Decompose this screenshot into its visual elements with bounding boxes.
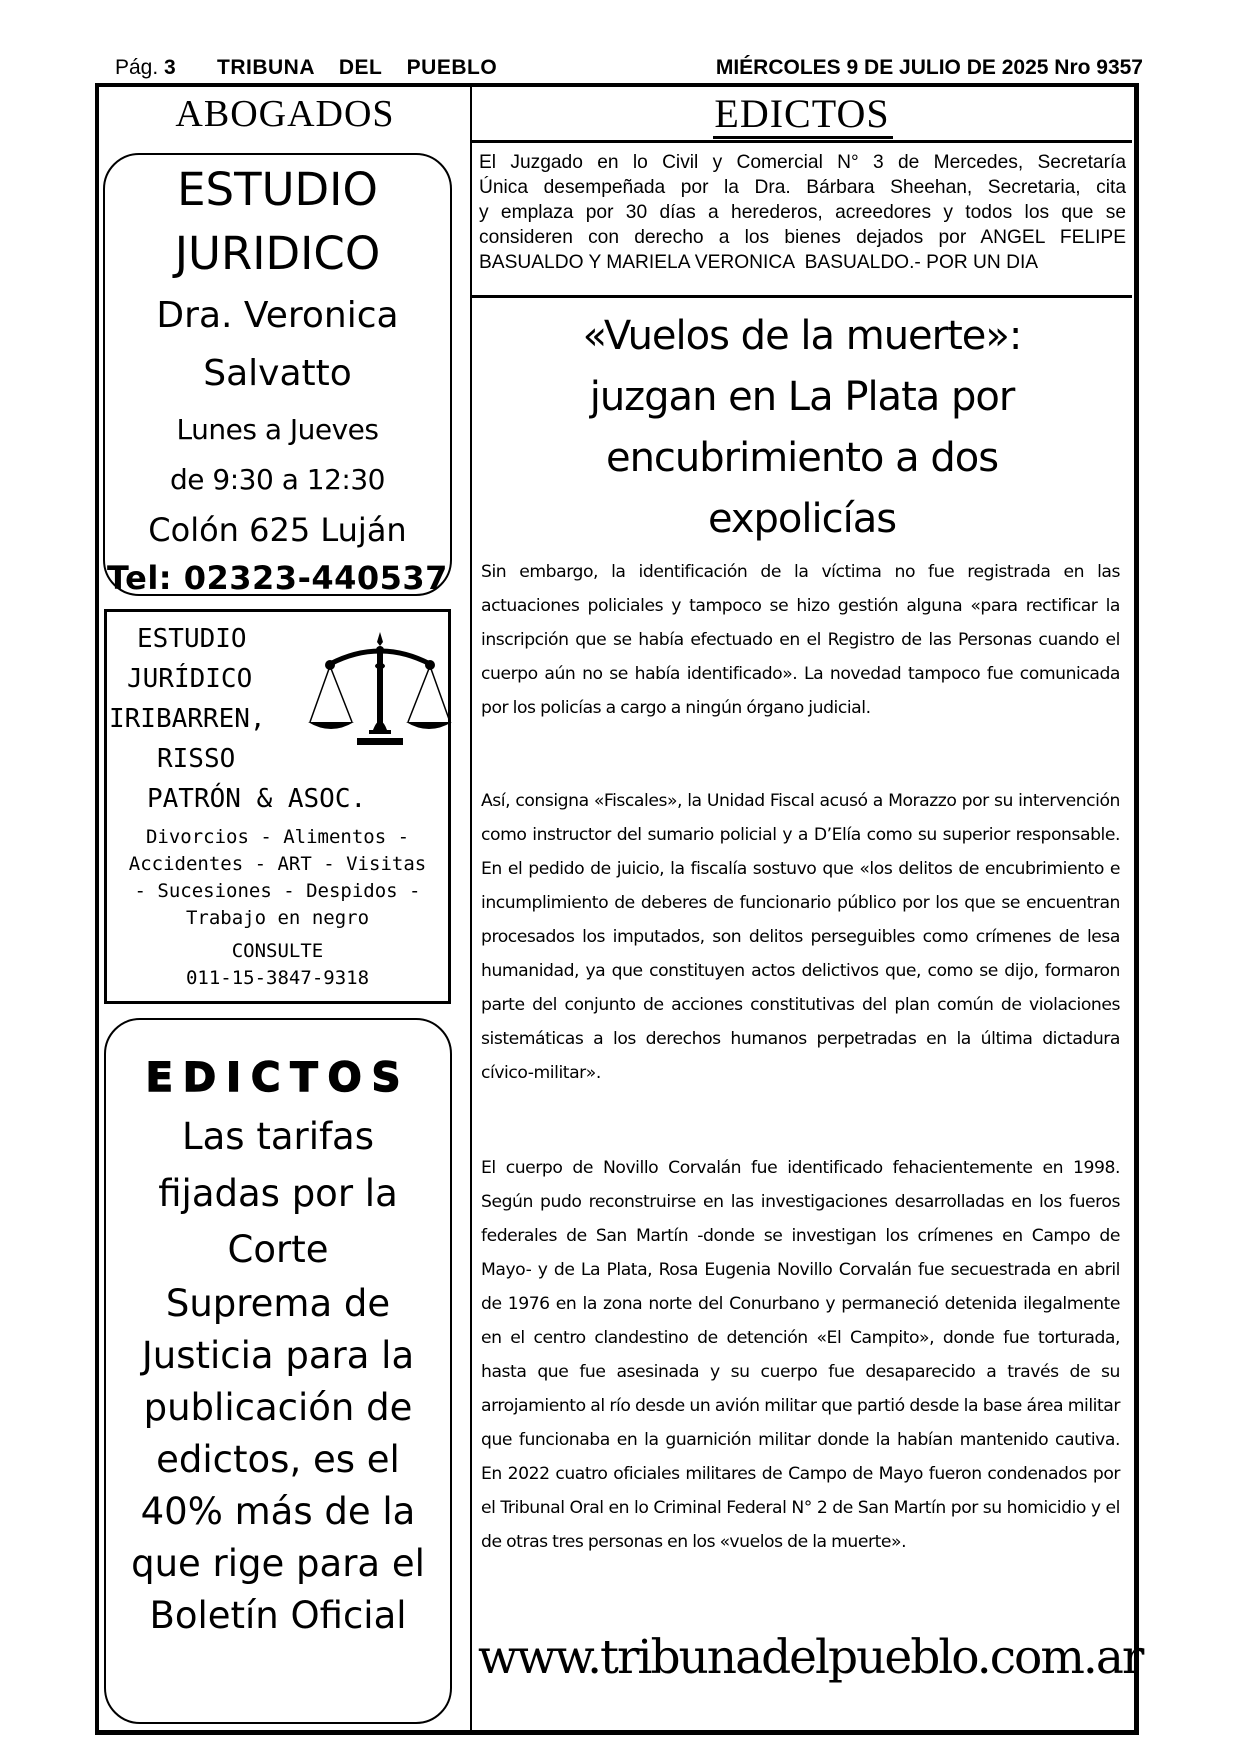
ad-services-line: Accidentes - ART - Visitas bbox=[128, 853, 427, 875]
website-link[interactable]: www.tribunadelpueblo.com.ar bbox=[478, 1630, 1143, 1685]
edict-line: El Juzgado en lo Civil y Comercial N° 3 de Mercedes, Secretaría bbox=[479, 152, 1126, 173]
publication-name: TRIBUNA DEL PUEBLO bbox=[217, 56, 498, 79]
ad-line: fijadas por la bbox=[158, 1172, 398, 1215]
edict-line: consideren con derecho a los bienes dejados por ANGEL FELIPE bbox=[479, 227, 1126, 248]
edictos-logo-text: EDICTOS bbox=[145, 1055, 411, 1101]
ad-line: Corte bbox=[227, 1228, 329, 1271]
ad-contact-label: CONSULTE bbox=[231, 940, 324, 962]
ad-phone: Tel: 02323-440537 bbox=[107, 559, 448, 597]
headline-line: «Vuelos de la muerte»: bbox=[582, 313, 1022, 359]
ad-contact-phone: 011-15-3847-9318 bbox=[185, 967, 370, 989]
edict-line: y emplaza por 30 días a herederos, acreedores y todos los que se bbox=[479, 202, 1126, 223]
page-number-value: 3 bbox=[164, 56, 176, 79]
ad-services-line: Trabajo en negro bbox=[185, 907, 370, 929]
ad-line: JURIDICO bbox=[174, 227, 381, 280]
ad-services-line: - Sucesiones - Despidos - bbox=[134, 880, 421, 902]
ad-edictos-tarifas bbox=[104, 1018, 452, 1724]
article-headline bbox=[472, 306, 1132, 550]
section-title-edictos: EDICTOS bbox=[714, 91, 890, 136]
edict-notice bbox=[472, 140, 1132, 298]
ad-line: Las tarifas bbox=[182, 1115, 374, 1158]
ad-name-line: RISSO bbox=[157, 744, 236, 774]
edict-line: BASUALDO Y MARIELA VERONICA BASUALDO.- POR UN DIA bbox=[479, 252, 1039, 273]
title-underline bbox=[713, 136, 893, 139]
ad-name-line: ESTUDIO bbox=[137, 624, 247, 654]
ad-line: Boletín Oficial bbox=[149, 1594, 407, 1637]
ad-lawyer-surname: Salvatto bbox=[203, 353, 352, 394]
ad-hours: de 9:30 a 12:30 bbox=[170, 463, 385, 496]
ad-line: que rige para el bbox=[131, 1542, 425, 1585]
ad-estudio-salvatto bbox=[103, 153, 452, 596]
issue-date: MIÉRCOLES 9 DE JULIO DE 2025 Nro 9357 bbox=[715, 56, 1143, 79]
headline-line: expolicías bbox=[707, 496, 897, 542]
article-paragraph: Así, consigna «Fiscales», la Unidad Fiscal acusó a Morazzo por su intervención como instructor del sumario policial y a D’Elía como su superior responsable. En el pedido de juicio, la fiscalía sostuvo que «los delitos de encubrimiento e incumplimiento de deberes de funcionario público por los que se encuentran procesados los imputados, son delitos perseguibles como crímenes de lesa humanidad, ya que constituyen actos delictivos que, como se dijo, formaron parte del conjunto de acciones constitutivas del plan común de violaciones sistemáticas a los derechos humanos perpetradas en la última dictadura cívico-militar». bbox=[481, 791, 1120, 1083]
article-paragraph: Sin embargo, la identificación de la víctima no fue registrada en las actuaciones policiales y tampoco se hizo gestión alguna «para rectificar la inscripción que se había efectuado en el Registro de las Personas cuando el cuerpo aún no se había identificado». La novedad tampoco fue comunicada por los policías a cargo a ningún órgano judicial. bbox=[481, 562, 1120, 718]
ad-services-line: Divorcios - Alimentos - bbox=[145, 826, 410, 848]
ad-name-line: JURÍDICO bbox=[127, 664, 253, 694]
ad-name-line: IRIBARREN, bbox=[109, 704, 266, 734]
ad-line: Suprema de bbox=[165, 1282, 391, 1325]
ad-line: publicación de bbox=[143, 1386, 413, 1429]
ad-estudio-iribarren bbox=[104, 609, 451, 1004]
ad-line: ESTUDIO bbox=[177, 163, 378, 216]
headline-line: encubrimiento a dos bbox=[605, 435, 999, 481]
ad-line: edictos, es el bbox=[156, 1438, 400, 1481]
ad-days: Lunes a Jueves bbox=[176, 413, 379, 446]
edict-line: Única desempeñada por la Dra. Bárbara Sheehan, Secretaria, cita bbox=[479, 177, 1126, 198]
ad-line: 40% más de la bbox=[140, 1490, 416, 1533]
ad-name-line: PATRÓN & ASOC. bbox=[147, 784, 367, 814]
page-label: Pág. bbox=[115, 56, 159, 79]
ad-lawyer-name: Dra. Veronica bbox=[156, 295, 399, 336]
ad-address: Colón 625 Luján bbox=[148, 511, 407, 549]
scales-of-justice-icon bbox=[307, 630, 453, 758]
headline-line: juzgan en La Plata por bbox=[589, 374, 1015, 420]
ad-line: Justicia para la bbox=[141, 1334, 415, 1377]
section-title-abogados: ABOGADOS bbox=[175, 93, 395, 135]
article-paragraph: El cuerpo de Novillo Corvalán fue identificado fehacientemente en 1998. Según pudo reconstruirse en las investigaciones desarrolladas en los fueros federales de San Martín -donde se investigan los crímenes en Campo de Mayo- y de La Plata, Rosa Eugenia Novillo Corvalán fue secuestrada en abril de 1976 en la zona norte del Conurbano y permaneció detenida ilegalmente en el centro clandestino de detención «El Campito», donde fue torturada, hasta que fue asesinada y su cuerpo fue desaparecido a través de su arrojamiento al río desde un avión militar que partió desde la base área militar que funcionaba en la guarnición militar donde la habían mantenido cautiva. En 2022 cuatro oficiales militares de Campo de Mayo fueron condenados por el Tribunal Oral en lo Criminal Federal N° 2 de San Martín por su homicidio y el de otras tres personas en los «vuelos de la muerte». bbox=[481, 1158, 1120, 1552]
page-number bbox=[115, 56, 176, 80]
